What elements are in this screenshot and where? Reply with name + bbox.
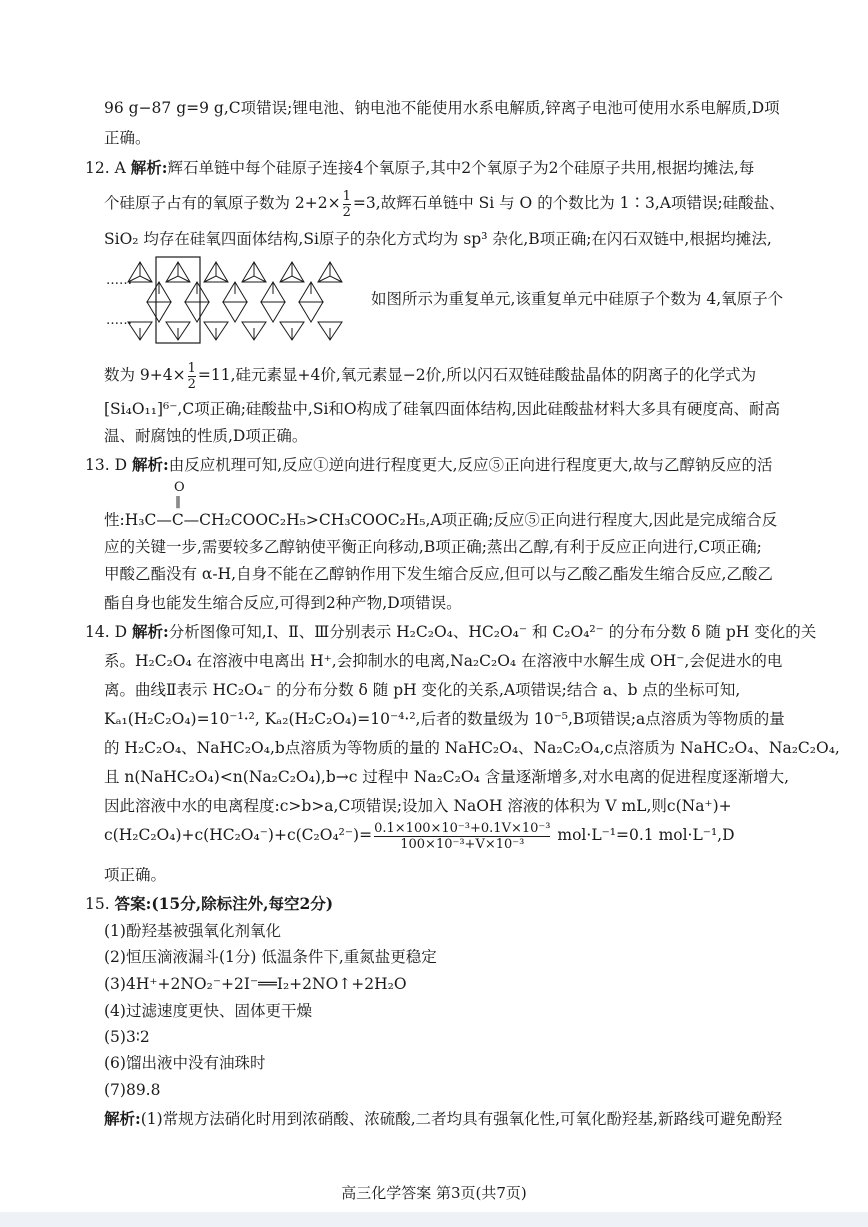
text-line: 的 H₂C₂O₄、NaHC₂O₄,b点溶质为等物质的量的 NaHC₂O₄、Na₂C₂O₄,c点溶质为 NaHC₂O₄、Na₂C₂O₄,	[104, 739, 840, 757]
carbonyl-oxygen: O	[174, 480, 185, 495]
denominator: 2	[187, 376, 196, 392]
text-line: 项正确。	[104, 866, 167, 884]
text-line: 且 n(NaHC₂O₄)<n(Na₂C₂O₄),b→c 过程中 Na₂C₂O₄ 含量逐渐增多,对水电离的促进程度逐渐增大,	[104, 768, 790, 786]
text-line: 因此溶液中水的电离程度:c>b>a,C项错误;设加入 NaOH 溶液的体积为 V mL,则c(Na⁺)+	[104, 797, 732, 815]
text-line: 由反应机理可知,反应①逆向进行程度更大,反应⑤正向进行程度更大,故与乙醇钠反应的活	[168, 456, 773, 474]
fraction-one-half	[188, 361, 196, 392]
question-number: 12. A	[85, 159, 126, 177]
text-line: 正确。	[104, 129, 151, 147]
bottom-band	[0, 1212, 868, 1227]
explanation-line	[104, 1108, 782, 1130]
text-line: 性:H₃C—C—CH₂COOC₂H₅>CH₃COOC₂H₅,A项正确;反应⑤正向进行程度大,因此是完成缩合反	[104, 511, 778, 529]
analysis-label: 解析:	[131, 455, 169, 474]
text-fragment: 个硅原子占有的氧原子数为 2+2×	[104, 194, 341, 212]
denominator: 2	[342, 204, 351, 220]
page-footer: 高三化学答案 第3页(共7页)	[341, 1184, 527, 1202]
text-line: 如图所示为重复单元,该重复单元中硅原子个数为 4,氧原子个	[371, 290, 784, 308]
text-line	[104, 188, 785, 220]
text-line: 温、耐腐蚀的性质,D项正确。	[104, 427, 308, 445]
question-14	[85, 621, 816, 643]
text-line: 96 g−87 g=9 g,C项错误;锂电池、钠电池不能使用水系电解质,锌离子电池可使用水系电解质,D项	[104, 99, 780, 117]
text-fragment: =3,故辉石单链中 Si 与 O 的个数比为 1∶3,A项错误;硅酸盐、	[352, 194, 785, 212]
question-number: 14. D	[85, 623, 128, 641]
denominator: 100×10⁻³+V×10⁻³	[400, 836, 525, 852]
answer-item: (3)4H⁺+2NO₂⁻+2I⁻══I₂+2NO↑+2H₂O	[104, 975, 407, 993]
question-15	[85, 893, 333, 915]
question-number: 15.	[85, 895, 110, 913]
text-line: 系。H₂C₂O₄ 在溶液中电离出 H⁺,会抑制水的电离,Na₂C₂O₄ 在溶液中水解生成 OH⁻,会促进水的电	[104, 652, 783, 670]
text-line: 分析图像可知,Ⅰ、Ⅱ、Ⅲ分别表示 H₂C₂O₄、HC₂O₄⁻ 和 C₂O₄²⁻ 的分布分数 δ 随 pH 变化的关	[168, 623, 817, 641]
answer-heading: 答案:(15分,除标注外,每空2分)	[114, 894, 334, 913]
text-line: [Si₄O₁₁]⁶⁻,C项正确;硅酸盐中,Si和O构成了硅氧四面体结构,因此硅酸盐材料大多具有硬度高、耐高	[104, 400, 781, 418]
question-12	[85, 157, 754, 179]
text-line: 辉石单链中每个硅原子连接4个氧原子,其中2个氧原子为2个硅原子共用,根据均摊法,每	[167, 159, 755, 177]
left-dots-top: ……	[106, 273, 132, 288]
text-line: Kₐ₁(H₂C₂O₄)=10⁻¹·², Kₐ₂(H₂C₂O₄)=10⁻⁴·²,后者的数量级为 10⁻⁵,B项错误;a点溶质为等物质的量	[104, 710, 785, 728]
question-number: 13. D	[85, 456, 128, 474]
text-line	[104, 360, 756, 392]
amphibole-double-chain-diagram	[106, 254, 371, 346]
left-dots-bottom: ……	[106, 313, 132, 328]
text-line: 离。曲线Ⅱ表示 HC₂O₄⁻ 的分布分数 δ 随 pH 变化的关系,A项错误;结合 a、b 点的坐标可知,	[104, 681, 741, 699]
text-fragment: mol·L⁻¹=0.1 mol·L⁻¹,D	[557, 826, 735, 844]
text-fragment: =11,硅元素显+4价,氧元素显−2价,所以闪石双链硅酸盐晶体的阴离子的化学式为	[197, 366, 757, 384]
numerator: 0.1×100×10⁻³+0.1V×10⁻³	[374, 820, 551, 836]
carbonyl-double-bond: ‖	[175, 494, 181, 508]
answer-item: (2)恒压滴液漏斗(1分) 低温条件下,重氮盐更稳定	[104, 948, 437, 966]
text-fragment: c(H₂C₂O₄)+c(HC₂O₄⁻)+c(C₂O₄²⁻)=	[104, 826, 373, 844]
text-fragment: (1)常规方法硝化时用到浓硝酸、浓硫酸,二者均具有强氧化性,可氧化酚羟基,新路线可避免酚羟	[140, 1110, 782, 1128]
numerator: 1	[187, 360, 196, 376]
question-13	[85, 454, 772, 476]
analysis-label: 解析:	[131, 622, 169, 641]
fraction-one-half	[343, 189, 351, 220]
concentration-fraction	[374, 821, 550, 852]
text-fragment: 数为 9+4×	[104, 366, 186, 384]
text-line: 甲酸乙酯没有 α-H,自身不能在乙醇钠作用下发生缩合反应,但可以与乙酸乙酯发生缩合反应,乙酸乙	[104, 565, 773, 583]
answer-item: (5)3∶2	[104, 1028, 150, 1046]
answer-item: (6)馏出液中没有油珠时	[104, 1054, 266, 1072]
analysis-label: 解析:	[130, 158, 168, 177]
text-line: 应的关键一步,需要较多乙醇钠使平衡正向移动,B项正确;蒸出乙醇,有利于反应正向进行,C项正确;	[104, 538, 762, 556]
text-line: SiO₂ 均存在硅氧四面体结构,Si原子的杂化方式均为 sp³ 杂化,B项正确;在闪石双链中,根据均摊法,	[104, 230, 772, 248]
answer-item: (7)89.8	[104, 1081, 161, 1099]
analysis-label: 解析:	[104, 1109, 141, 1128]
text-line	[104, 818, 735, 852]
answer-item: (4)过滤速度更快、固体更干燥	[104, 1002, 312, 1020]
text-line: 酯自身也能发生缩合反应,可得到2种产物,D项错误。	[104, 594, 462, 612]
answer-item: (1)酚羟基被强氧化剂氧化	[104, 922, 281, 940]
numerator: 1	[342, 188, 351, 204]
